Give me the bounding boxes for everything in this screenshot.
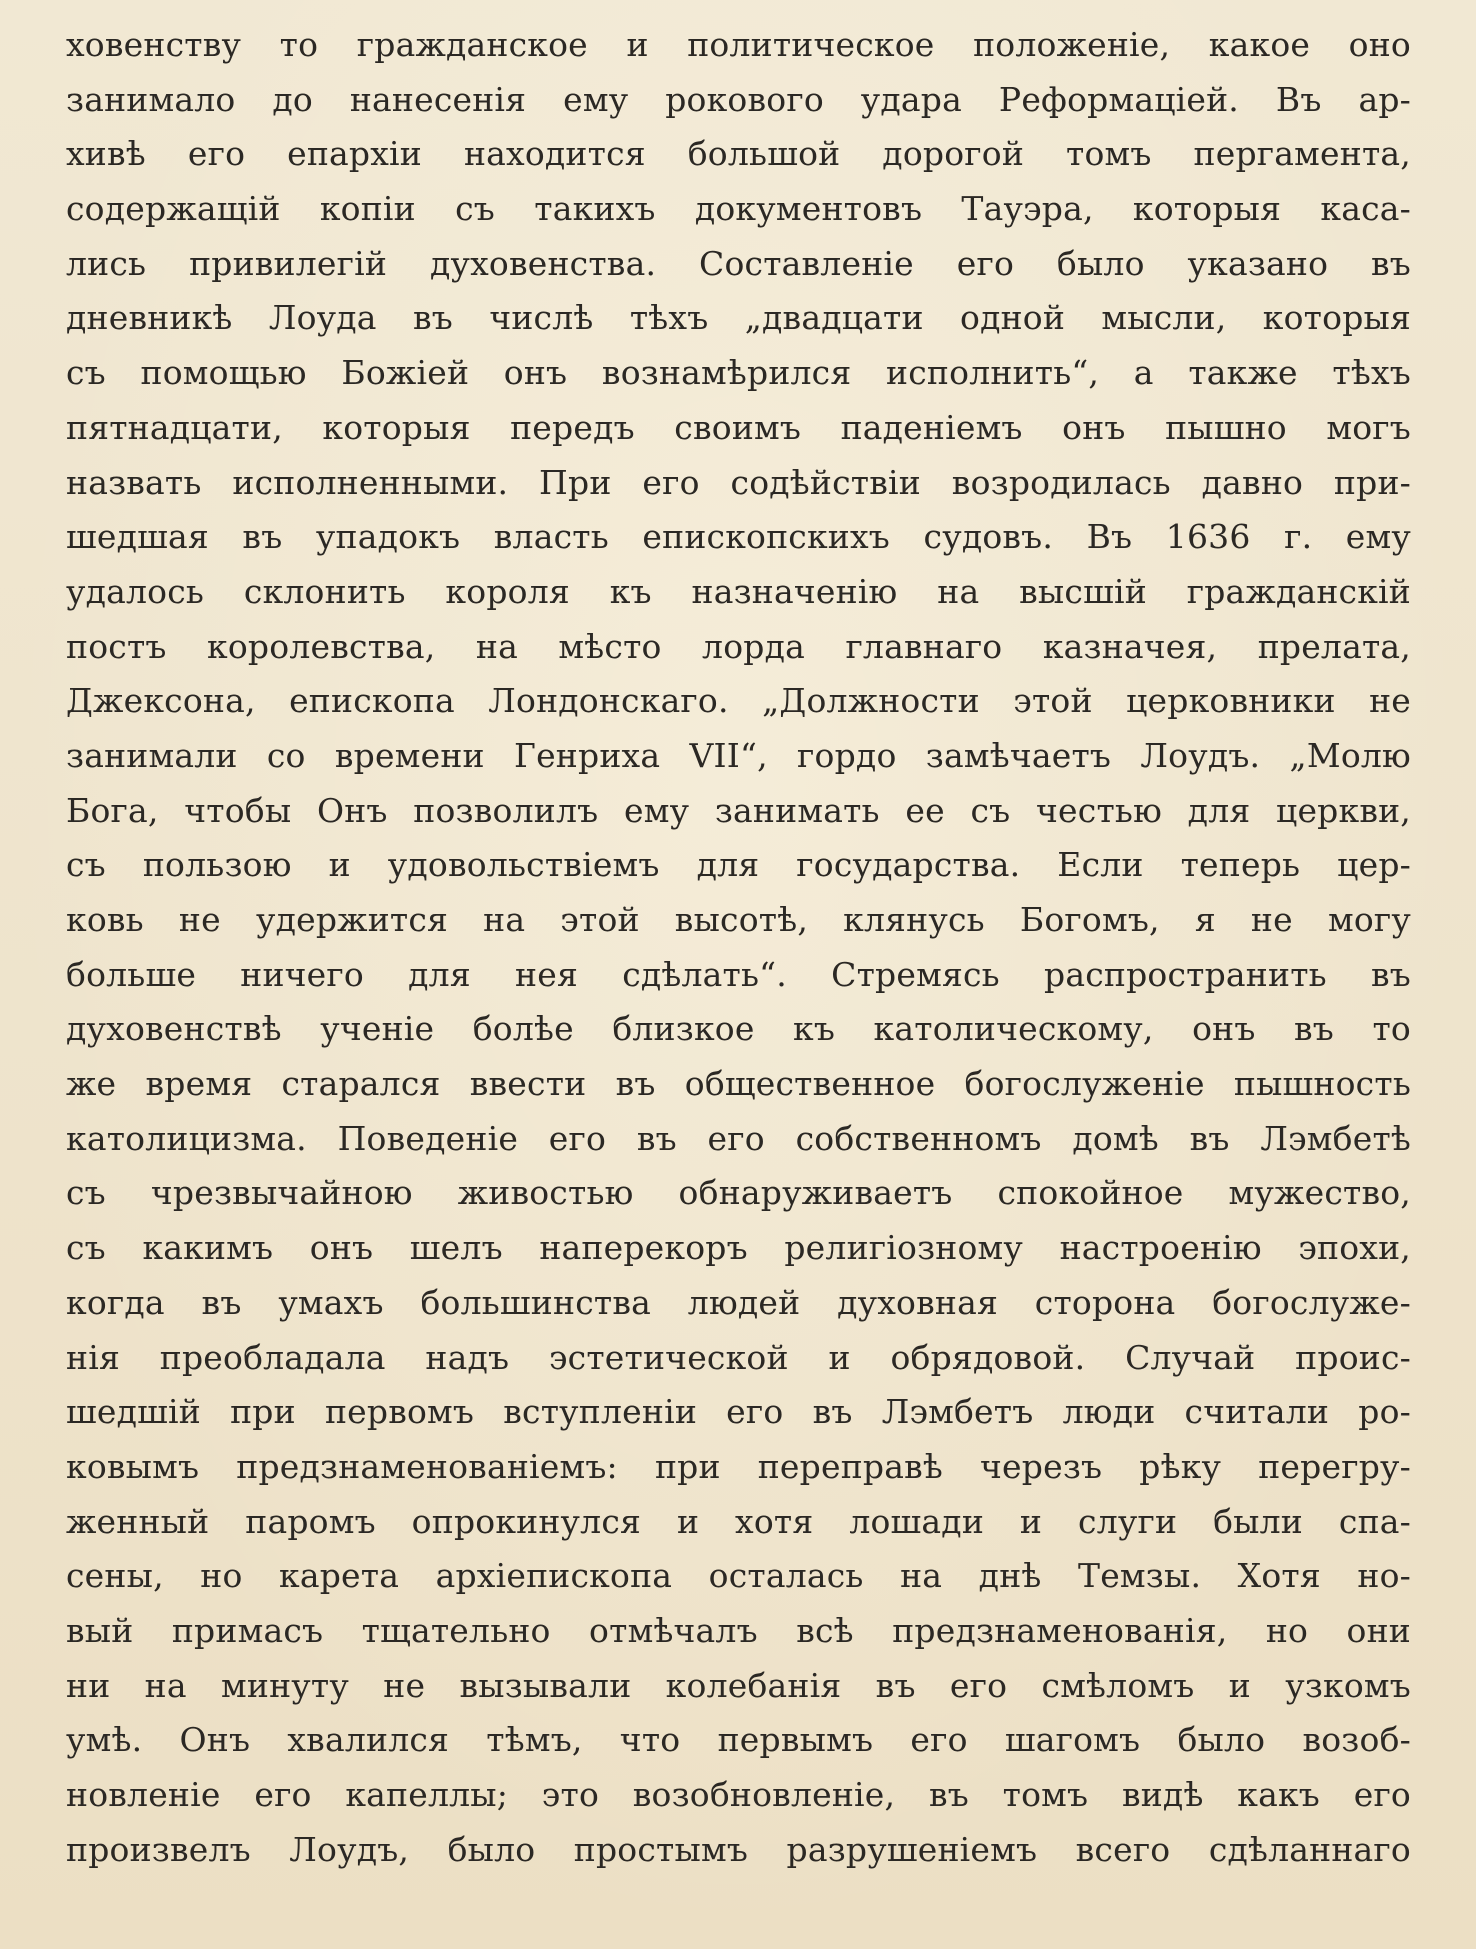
text-line-20: же время старался ввести въ общественное богослуженiе пышность <box>66 1064 1411 1104</box>
text-line-15: Бога, чтобы Онъ позволилъ ему занимать ее съ честью для церкви, <box>66 790 1411 830</box>
text-line-34: произвелъ Лоудъ, было простымъ разрушенiемъ всего сдѣланнаго <box>66 1829 1411 1869</box>
text-line-10: шедшая въ упадокъ власть епископскихъ судовъ. Въ 1636 г. ему <box>66 517 1411 557</box>
body-text <box>66 18 1411 1877</box>
text-line-11: удалось склонить короля къ назначенiю на высшiй гражданскiй <box>66 571 1411 611</box>
text-line-5: лись привилегiй духовенства. Составленiе его было указано въ <box>66 243 1411 283</box>
text-line-29: сены, но карета архiепископа осталась на днѣ Темзы. Хотя но- <box>66 1556 1411 1596</box>
text-line-1: ховенству то гражданское и политическое положенiе, какое оно <box>66 25 1411 64</box>
text-line-22: съ чрезвычайною живостью обнаруживаетъ спокойное мужество, <box>66 1173 1411 1213</box>
text-line-26: шедшiй при первомъ вступленiи его въ Лэмбетъ люди считали ро- <box>66 1392 1411 1432</box>
text-line-33: новленiе его капеллы; это возобновленiе, въ томъ видѣ какъ его <box>66 1775 1411 1814</box>
text-line-17: ковь не удержится на этой высотѣ, клянусь Богомъ, я не могу <box>66 900 1411 939</box>
text-line-23: съ какимъ онъ шелъ наперекоръ религiозному настроенiю эпохи, <box>66 1228 1411 1268</box>
text-line-2: занимало до нанесенiя ему рокового удара Реформацiей. Въ ар- <box>66 79 1411 119</box>
text-line-18: больше ничего для нея сдѣлать“. Стремясь распространить въ <box>66 954 1411 994</box>
text-line-19: духовенствѣ ученiе болѣе близкое къ католическому, онъ въ то <box>66 1009 1411 1049</box>
text-line-13: Джексона, епископа Лондонскаго. „Должности этой церковники не <box>66 681 1411 721</box>
text-line-4: содержащiй копiи съ такихъ документовъ Тауэра, которыя каса- <box>66 189 1411 229</box>
text-line-6: дневникѣ Лоуда въ числѣ тѣхъ „двадцати одной мысли, которыя <box>66 298 1411 338</box>
text-line-27: ковымъ предзнаменованiемъ: при переправѣ черезъ рѣку перегру- <box>66 1446 1411 1486</box>
text-line-16: съ пользою и удовольствiемъ для государства. Если теперь цер- <box>66 845 1411 885</box>
text-line-31: ни на минуту не вызывали колебанiя въ его смѣломъ и узкомъ <box>66 1665 1411 1705</box>
text-line-21: католицизма. Поведенiе его въ его собственномъ домѣ въ Лэмбетѣ <box>66 1118 1411 1158</box>
text-line-3: хивѣ его епархiи находится большой дорогой томъ пергамента, <box>66 134 1411 174</box>
text-line-14: занимали со времени Генриха VII“, гордо замѣчаетъ Лоудъ. „Молю <box>66 735 1411 775</box>
text-line-25: нiя преобладала надъ эстетической и обрядовой. Случай проис- <box>66 1337 1411 1377</box>
text-line-7: съ помощью Божiей онъ вознамѣрился исполнить“, а также тѣхъ <box>66 353 1411 393</box>
text-line-24: когда въ умахъ большинства людей духовная сторона богослуже- <box>66 1282 1411 1322</box>
text-line-8: пятнадцати, которыя передъ своимъ паденiемъ онъ пышно могъ <box>66 407 1411 447</box>
text-line-28: женный паромъ опрокинулся и хотя лошади и слуги были спа- <box>66 1501 1411 1541</box>
text-line-30: вый примасъ тщательно отмѣчалъ всѣ предзнаменованiя, но они <box>66 1610 1411 1650</box>
text-line-12: постъ королевства, на мѣсто лорда главнаго казначея, прелата, <box>66 626 1411 666</box>
text-line-9: назвать исполненными. При его содѣйствiи возродилась давно при- <box>66 462 1411 502</box>
text-line-32: умѣ. Онъ хвалился тѣмъ, что первымъ его шагомъ было возоб- <box>66 1720 1411 1760</box>
